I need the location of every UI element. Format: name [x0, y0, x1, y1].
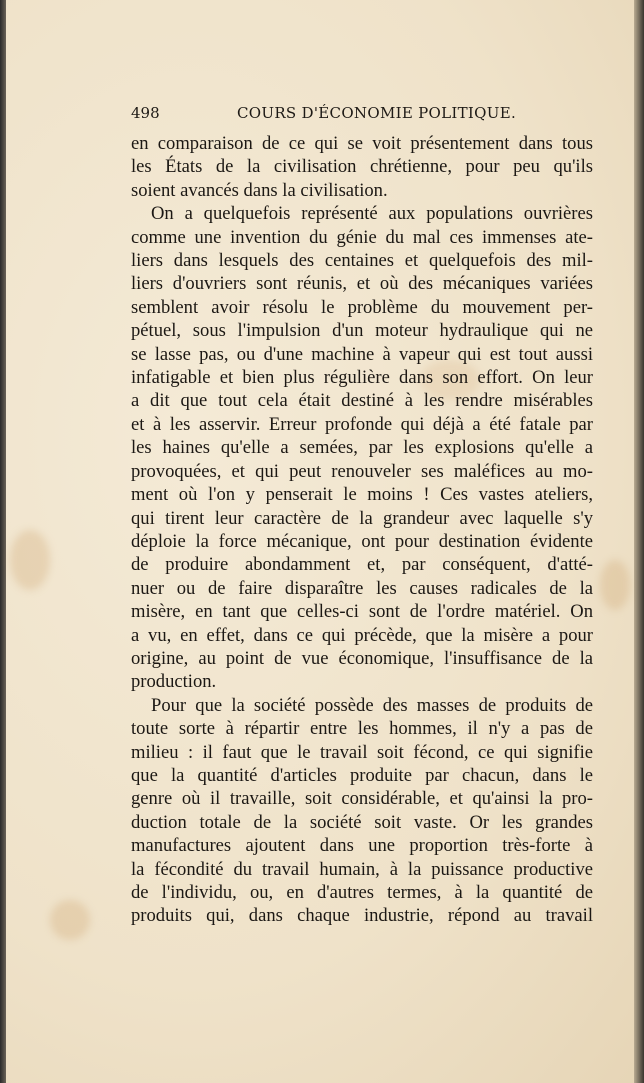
text-line: milieu : il faut que le travail soit fécond, ce qui signifie: [131, 741, 593, 763]
text-line: de produire abondamment et, par conséquent, d'atté-: [131, 554, 593, 576]
text-line: les États de la civilisation chrétienne, pour peu qu'ils: [131, 156, 593, 178]
text-line: et à les asservir. Erreur profonde qui déjà a été fatale par: [131, 413, 593, 435]
page-header: [131, 104, 591, 128]
text-line: liers dans lesquels des centaines et quelquefois des mil-: [131, 250, 593, 272]
text-line: pétuel, sous l'impulsion d'un moteur hydraulique qui ne: [131, 320, 593, 342]
text-line: Pour que la société possède des masses de produits de: [151, 694, 593, 716]
text-line: manufactures ajoutent dans une proportion très-forte à: [131, 835, 593, 857]
text-line: infatigable et bien plus régulière dans son effort. On leur: [131, 367, 593, 389]
text-line: la fécondité du travail humain, à la puissance productive: [131, 858, 593, 880]
page-left-edge: [0, 0, 6, 1083]
text-line: production.: [131, 671, 217, 693]
text-line: liers d'ouvriers sont réunis, et où des mécaniques variées: [131, 273, 593, 295]
foxing-stain: [10, 530, 50, 590]
text-line: nuer ou de faire disparaître les causes radicales de la: [131, 577, 593, 599]
text-line: origine, au point de vue économique, l'insuffisance de la: [131, 647, 593, 669]
page-number: 498: [131, 104, 160, 122]
text-line: duction totale de la société soit vaste. Or les grandes: [131, 811, 593, 833]
body-text: [131, 132, 593, 928]
text-line: provoquées, et qui peut renouveler ses maléfices au mo-: [131, 460, 593, 482]
text-line: se lasse pas, ou d'une machine à vapeur qui est tout aussi: [131, 343, 593, 365]
foxing-stain: [600, 560, 630, 610]
text-line: déploie la force mécanique, ont pour destination évidente: [131, 530, 593, 552]
text-line: misère, en tant que celles-ci sont de l'ordre matériel. On: [131, 601, 593, 623]
text-line: ment où l'on y penserait le moins ! Ces vastes ateliers,: [131, 484, 593, 506]
text-line: les haines qu'elle a semées, par les explosions qu'elle a: [131, 437, 593, 459]
text-line: qui tirent leur caractère de la grandeur avec laquelle s'y: [131, 507, 593, 529]
page-right-edge: [634, 0, 644, 1083]
text-line: semblent avoir résolu le problème du mouvement per-: [131, 296, 593, 318]
text-line: produits qui, dans chaque industrie, répond au travail: [131, 905, 593, 927]
text-line: On a quelquefois représenté aux populations ouvrières: [151, 203, 593, 225]
text-line: a dit que tout cela était destiné à les rendre misérables: [131, 390, 593, 412]
text-line: soient avancés dans la civilisation.: [131, 179, 388, 201]
text-line: comme une invention du génie du mal ces immenses ate-: [131, 226, 593, 248]
text-line: genre où il travaille, soit considérable, et qu'ainsi la pro-: [131, 788, 593, 810]
text-line: a vu, en effet, dans ce qui précède, que la misère a pour: [131, 624, 593, 646]
text-line: de l'individu, ou, en d'autres termes, à la quantité de: [131, 882, 593, 903]
foxing-stain: [50, 900, 90, 940]
text-line: en comparaison de ce qui se voit présentement dans tous: [131, 133, 593, 154]
text-line: toute sorte à répartir entre les hommes, il n'y a pas de: [131, 718, 593, 740]
running-head: COURS D'ÉCONOMIE POLITIQUE.: [237, 104, 517, 122]
text-line: que la quantité d'articles produite par chacun, dans le: [131, 764, 593, 786]
